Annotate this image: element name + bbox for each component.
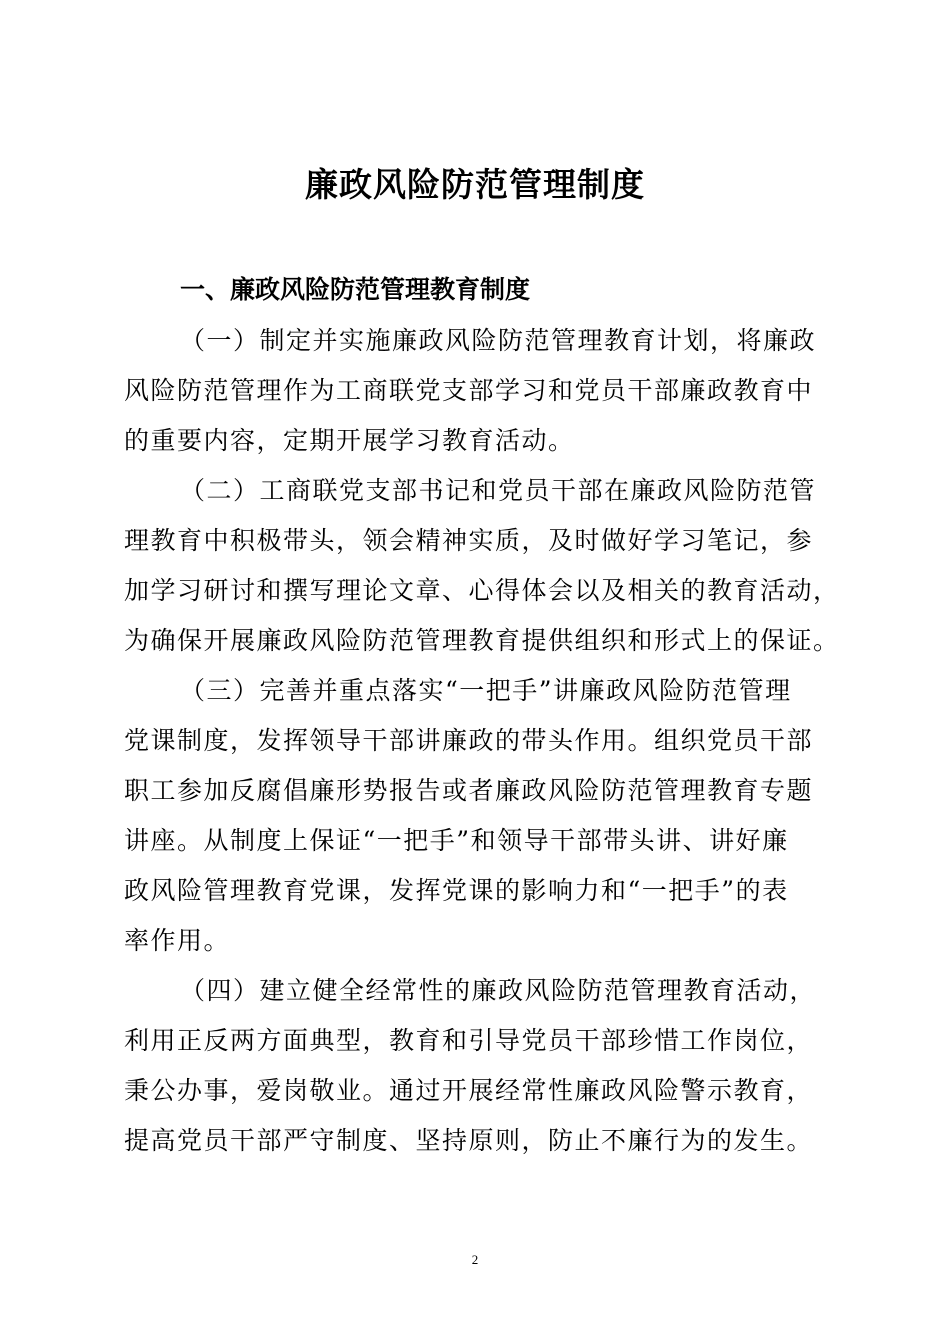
- paragraph-line: 理教育中积极带头，领会精神实质，及时做好学习笔记，参: [124, 526, 814, 555]
- paragraph-line: 秉公办事，爱岗敬业。通过开展经常性廉政风险警示教育，: [124, 1076, 814, 1105]
- paragraph-1: [124, 316, 836, 466]
- paragraph-line: 风险防范管理作为工商联党支部学习和党员干部廉政教育中: [124, 376, 814, 405]
- paragraph-line: （二）工商联党支部书记和党员干部在廉政风险防范管: [180, 476, 817, 505]
- paragraph-3: [124, 666, 836, 966]
- paragraph-line: 率作用。: [124, 926, 231, 955]
- page-number: 2: [471, 1252, 479, 1267]
- paragraph-line: 党课制度，发挥领导干部讲廉政的带头作用。组织党员干部: [124, 726, 814, 755]
- section-heading: 一、廉政风险防范管理教育制度: [180, 275, 531, 304]
- paragraph-line: 加学习研讨和撰写理论文章、心得体会以及相关的教育活动，: [124, 576, 840, 605]
- paragraph-line: 的重要内容，定期开展学习教育活动。: [124, 426, 575, 455]
- paragraph-line: （三）完善并重点落实“一把手”讲廉政风险防范管理: [180, 676, 792, 705]
- paragraph-line: （一）制定并实施廉政风险防范管理教育计划，将廉政: [180, 326, 817, 355]
- paragraph-line: 讲座。从制度上保证“一把手”和领导干部带头讲、讲好廉: [124, 826, 789, 855]
- paragraph-2: [124, 466, 840, 666]
- document-title: 廉政风险防范管理制度: [305, 165, 645, 204]
- document-body: [124, 264, 840, 1166]
- paragraph-line: 政风险管理教育党课，发挥党课的影响力和“一把手”的表: [124, 876, 789, 905]
- paragraph-line: 利用正反两方面典型，教育和引导党员干部珍惜工作岗位，: [124, 1026, 814, 1055]
- paragraph-line: 为确保开展廉政风险防范管理教育提供组织和形式上的保证。: [124, 626, 840, 655]
- paragraph-line: 提高党员干部严守制度、坚持原则，防止不廉行为的发生。: [124, 1126, 814, 1155]
- paragraph-line: （四）建立健全经常性的廉政风险防范管理教育活动，: [180, 976, 817, 1005]
- paragraph-4: [124, 966, 836, 1166]
- paragraph-line: 职工参加反腐倡廉形势报告或者廉政风险防范管理教育专题: [124, 776, 814, 805]
